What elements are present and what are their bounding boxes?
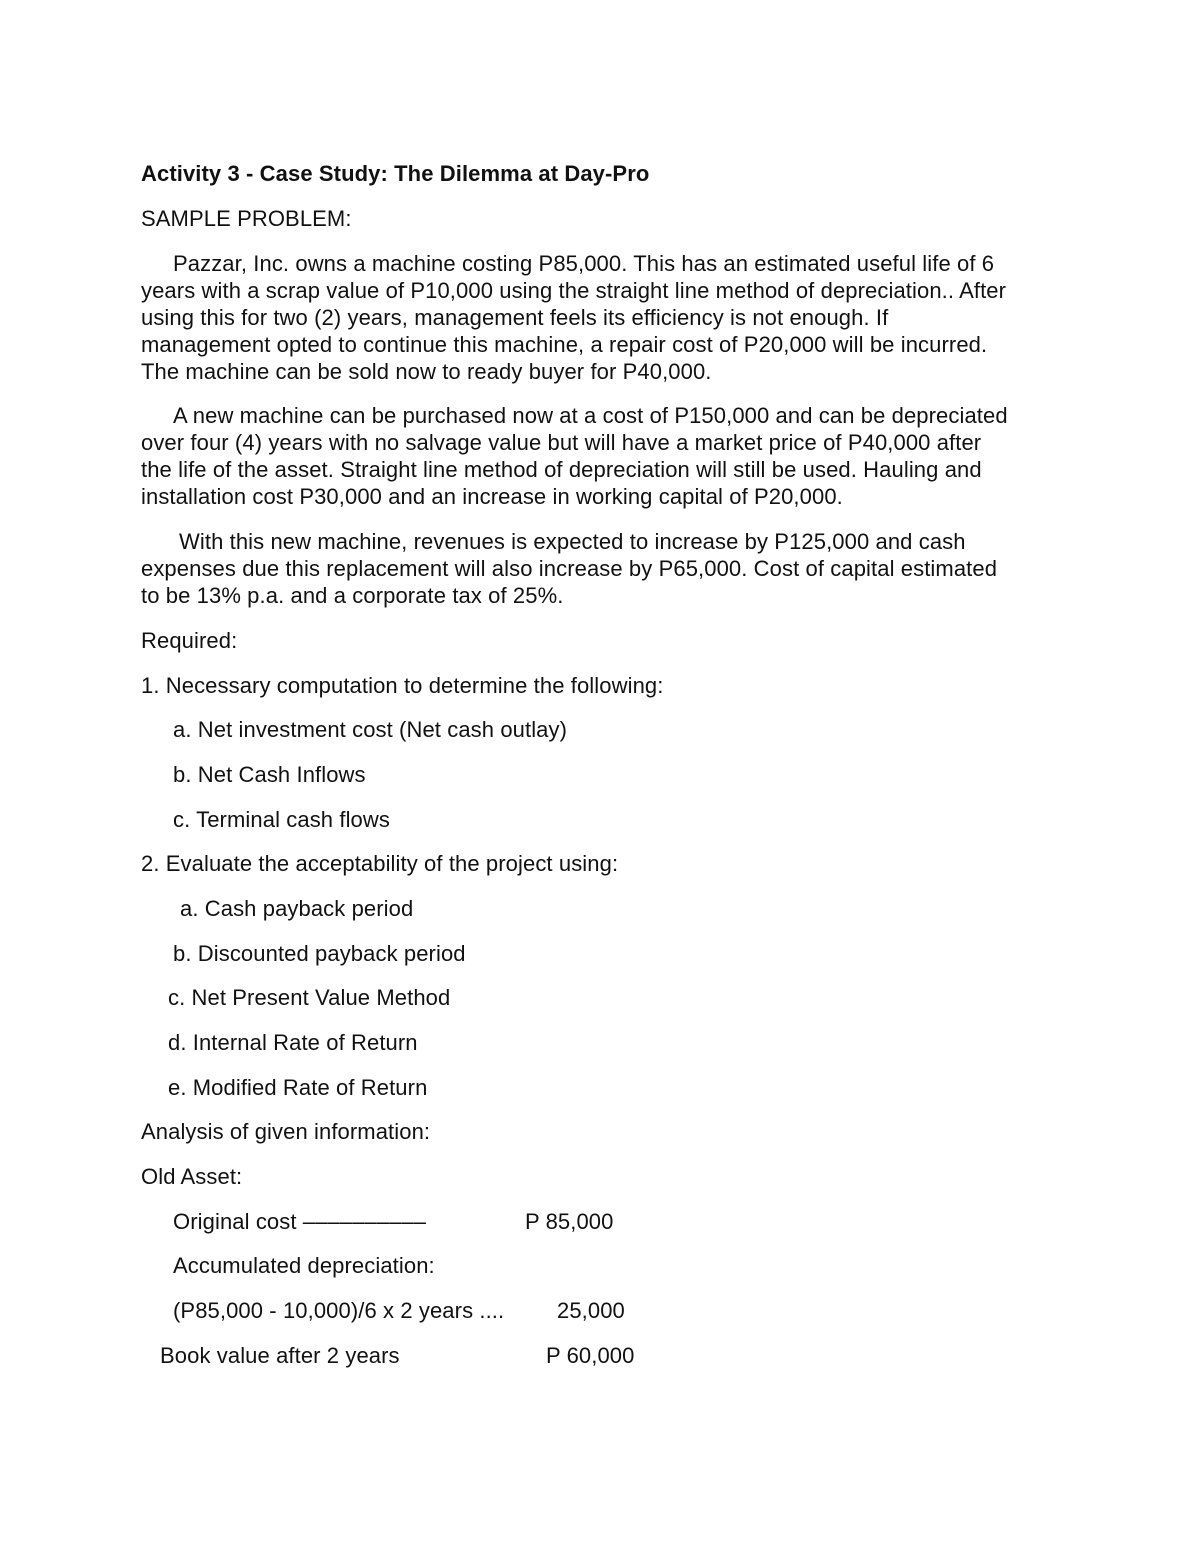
- accumulated-depreciation-label: Accumulated depreciation:: [173, 1253, 435, 1278]
- old-asset-label: Old Asset:: [141, 1164, 243, 1189]
- section-label: SAMPLE PROBLEM:: [141, 206, 352, 231]
- original-cost-value: P 85,000: [525, 1209, 614, 1234]
- document-title: Activity 3 - Case Study: The Dilemma at Day-Pro: [141, 161, 650, 186]
- paragraph-line: using this for two (2) years, management feels its efficiency is not enough. If: [141, 305, 889, 330]
- paragraph-line: A new machine can be purchased now at a cost of P150,000 and can be depreciated: [173, 403, 1008, 428]
- required-item-2: 2. Evaluate the acceptability of the project using:: [141, 851, 619, 876]
- book-value-value: P 60,000: [546, 1343, 635, 1368]
- paragraph-line: to be 13% p.a. and a corporate tax of 25%.: [141, 583, 564, 608]
- paragraph-line: Pazzar, Inc. owns a machine costing P85,000. This has an estimated useful life of 6: [173, 251, 995, 276]
- accumulated-depreciation-formula: (P85,000 - 10,000)/6 x 2 years ....: [173, 1298, 505, 1323]
- sub-item: b. Net Cash Inflows: [173, 762, 366, 787]
- sub-item: e. Modified Rate of Return: [168, 1075, 428, 1100]
- paragraph-line: the life of the asset. Straight line method of depreciation will still be used. Hauling and: [141, 457, 982, 482]
- sub-item: a. Cash payback period: [180, 896, 414, 921]
- analysis-label: Analysis of given information:: [141, 1119, 431, 1144]
- paragraph-line: installation cost P30,000 and an increase in working capital of P20,000.: [141, 484, 843, 509]
- sub-item: b. Discounted payback period: [173, 941, 466, 966]
- book-value-label: Book value after 2 years: [160, 1343, 400, 1368]
- sub-item: d. Internal Rate of Return: [168, 1030, 418, 1055]
- sub-item: a. Net investment cost (Net cash outlay): [173, 717, 568, 742]
- accumulated-depreciation-value: 25,000: [557, 1298, 625, 1323]
- required-item-1: 1. Necessary computation to determine the following:: [141, 673, 664, 698]
- paragraph-line: expenses due this replacement will also increase by P65,000. Cost of capital estimated: [141, 556, 998, 581]
- paragraph-line: years with a scrap value of P10,000 using the straight line method of depreciation.. After: [141, 278, 1007, 303]
- sub-item: c. Terminal cash flows: [173, 807, 390, 832]
- paragraph-line: With this new machine, revenues is expected to increase by P125,000 and cash: [179, 529, 966, 554]
- paragraph-line: The machine can be sold now to ready buyer for P40,000.: [141, 359, 712, 384]
- original-cost-label: Original cost ––––––––––: [173, 1209, 427, 1234]
- paragraph-line: over four (4) years with no salvage value but will have a market price of P40,000 after: [141, 430, 982, 455]
- paragraph-line: management opted to continue this machine, a repair cost of P20,000 will be incurred.: [141, 332, 988, 357]
- required-label: Required:: [141, 628, 238, 653]
- sub-item: c. Net Present Value Method: [168, 985, 451, 1010]
